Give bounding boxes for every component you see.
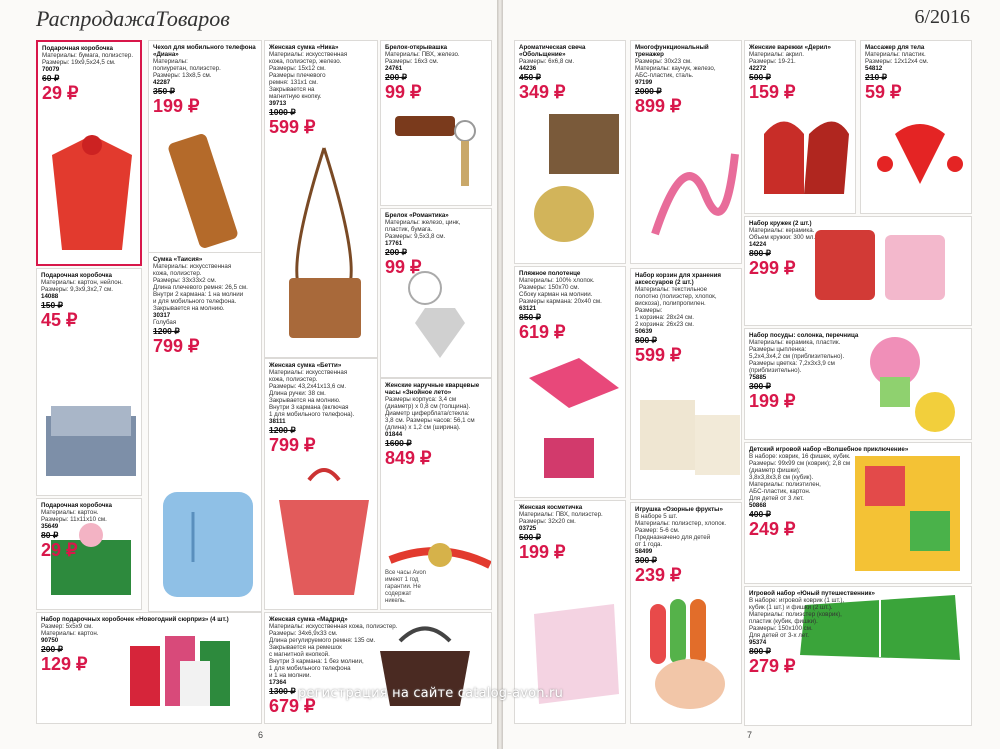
old-price: 210 ₽ (865, 72, 887, 82)
product-card[interactable] (744, 586, 972, 726)
old-price: 800 ₽ (749, 248, 771, 258)
product-sku: 17761 (385, 240, 403, 247)
product-sku: 44236 (519, 65, 537, 72)
bag-nika-image (269, 138, 378, 353)
product-card[interactable] (380, 378, 492, 610)
sale-price: 679 ₽ (269, 696, 316, 716)
product-spec-line: Материалы: пластик. (865, 51, 926, 58)
product-sku: 97199 (635, 79, 653, 86)
product-spec-line: Размеры плечевого (269, 72, 326, 79)
product-spec-line: Материалы: искусственная (153, 263, 232, 270)
product-spec-line: Материалы: ПВХ, полиэстер. (519, 511, 603, 518)
product-name: Сумка «Таисия» (153, 256, 203, 263)
sale-price: 199 ₽ (749, 391, 796, 411)
sale-price: 199 ₽ (153, 96, 200, 116)
product-spec-line: 3,8x3,8x3,8 см (кубик). (749, 474, 814, 481)
product-spec-line: Длина регулируемого ремня: 135 см. (269, 637, 376, 644)
sale-price: 45 ₽ (41, 310, 78, 330)
product-name: Подарочная коробочка (41, 272, 112, 279)
product-name: Массажер для тела (865, 44, 925, 51)
product-spec-line: Размеры: 16x3 см. (385, 58, 439, 65)
product-sku: 70079 (42, 66, 60, 73)
baskets-image (635, 360, 742, 495)
product-spec-line: 1 для мобильного телефона). (269, 411, 355, 418)
product-name: Набор корзин для хранения аксессуаров (2 шт.) (635, 272, 722, 286)
product-spec-line: кожа, полиэстер, железо. (269, 58, 342, 65)
candle-image (519, 104, 626, 259)
product-spec-line: Материалы: картон. (41, 509, 99, 516)
sale-price: 99 ₽ (385, 82, 422, 102)
product-card[interactable] (514, 40, 626, 264)
product-spec-line: Размеры: 6x6,8 см. (519, 58, 575, 65)
product-spec-line: АБС-пластик, картон. (749, 488, 811, 495)
product-card[interactable] (744, 328, 972, 440)
gift-box-silver-image (41, 396, 141, 491)
product-spec-line: Длина плечевого ремня: 26,5 см. (153, 284, 248, 291)
old-price: 350 ₽ (153, 86, 175, 96)
product-spec-line: и для мобильного телефона. (153, 298, 237, 305)
old-price: 200 ₽ (41, 644, 63, 654)
product-spec-line: (приблизительно). (749, 367, 802, 374)
sale-price: 249 ₽ (749, 519, 796, 539)
product-name: Набор посуды: солонка, перечница (749, 332, 859, 339)
product-card[interactable] (264, 40, 378, 358)
product-spec-line: Материалы: искусственная кожа, полиэстер. (269, 623, 398, 630)
product-spec-line: Размеры кармана: 20x40 см. (519, 298, 602, 305)
product-spec-line: ремня: 131x1 см. (269, 79, 318, 86)
product-spec-line: 2 корзина: 26x23 см. (635, 321, 694, 328)
product-spec-line: пластик, бумага. (385, 226, 433, 233)
product-spec-line: Размеры цветка: 7,2x3x3,9 см (749, 360, 835, 367)
sale-price: 199 ₽ (519, 542, 566, 562)
product-spec-line: Материалы: искусственная (269, 369, 348, 376)
product-spec-line: Длина ручки: 38 см. (269, 390, 326, 397)
product-name: Игровой набор «Юный путешественник» (749, 590, 875, 597)
product-card[interactable] (380, 40, 492, 206)
sale-price: 799 ₽ (269, 435, 316, 455)
product-spec-line: Размеры: (635, 307, 663, 314)
product-card[interactable] (744, 216, 972, 326)
old-price: 850 ₽ (519, 312, 541, 322)
product-name: Женская сумка «Ника» (269, 44, 339, 51)
product-spec-line: Размер: 5x5x9 см. (41, 623, 94, 630)
page-fold (497, 0, 503, 749)
product-spec-line: 5,2x4,3x4,2 см (приблизительно). (749, 353, 845, 360)
product-card[interactable] (744, 40, 856, 214)
product-sku: 03725 (519, 525, 537, 532)
product-spec-line: Материалы: ПВХ, железо. (385, 51, 460, 58)
old-price: 1200 ₽ (153, 326, 180, 336)
product-spec-line: Объем кружки: 300 мл. (749, 234, 816, 241)
sale-price: 599 ₽ (635, 345, 682, 365)
product-spec-line: Сбоку карман на молнии. (519, 291, 593, 298)
towel-image (519, 348, 626, 493)
sale-price: 619 ₽ (519, 322, 566, 342)
sale-price: 129 ₽ (41, 654, 88, 674)
sale-price: 299 ₽ (749, 258, 796, 278)
warranty-note: Все часы Avon имеют 1 год гарантии. Не содержат никель. (385, 570, 427, 604)
product-sku: 90750 (41, 637, 59, 644)
product-spec-line: Размеры: 19-21. (749, 58, 796, 65)
product-spec-line: Размеры: 99x99 см (коврик); 2,8 см (749, 460, 851, 467)
product-spec-line: Материалы: железо, цинк, (385, 219, 461, 226)
product-sku: 54812 (865, 65, 883, 72)
product-spec-line: Размеры: 43,2x41x13,6 см. (269, 383, 347, 390)
product-name: Женские наручные кварцевые часы «Знойное лето» (385, 382, 480, 396)
product-spec-line: 1 корзина: 28x24 см. (635, 314, 694, 321)
sale-price: 849 ₽ (385, 448, 432, 468)
gift-box-red-image (42, 115, 142, 260)
product-sku: 50639 (635, 328, 653, 335)
old-price: 500 ₽ (519, 532, 541, 542)
old-price: 1600 ₽ (385, 438, 412, 448)
product-spec-line: Материалы: искусственная (269, 51, 348, 58)
massager-image (865, 104, 972, 209)
product-name: Игрушка «Озорные фрукты» (635, 506, 723, 513)
product-spec-line: кубик (1 шт.) и фишки (2 шт.). (749, 604, 833, 611)
product-spec-line: Размеры: 15x12 см. (269, 65, 326, 72)
finger-toys-image (635, 594, 742, 719)
product-spec-line: Внутри 3 кармана (включая (269, 404, 349, 411)
product-spec-line: Размеры: 150x70 см. (519, 284, 580, 291)
sale-price: 799 ₽ (153, 336, 200, 356)
old-price: 60 ₽ (42, 73, 60, 83)
product-spec-line: полиуретан, полиэстер. (153, 65, 221, 72)
old-price: 1000 ₽ (269, 107, 296, 117)
product-sku: 24761 (385, 65, 403, 72)
product-spec-line: Размеры: 30x23 см. (635, 58, 692, 65)
product-spec-line: Для детей от 3 лет. (749, 495, 804, 502)
product-card[interactable] (36, 612, 262, 724)
product-spec-line: 3,8 см. Размеры часов: 56,1 см (385, 417, 475, 424)
product-card[interactable] (36, 40, 142, 266)
old-price: 200 ₽ (385, 72, 407, 82)
product-spec-line: Закрывается на ремешок (269, 644, 342, 651)
product-spec-line: Закрывается на молнию. (269, 397, 341, 404)
old-price: 2000 ₽ (635, 86, 662, 96)
bag-taisiya-image (153, 472, 262, 607)
product-spec-line: Материалы: бумага, полиэстер. (42, 52, 134, 59)
product-card[interactable] (630, 502, 742, 724)
old-price: 300 ₽ (635, 555, 657, 565)
product-spec-line: Внутри 2 кармана: 1 на молнии (153, 291, 244, 298)
product-card[interactable] (148, 252, 262, 612)
product-spec-line: Размеры: 9,3x9,3x2,7 см. (41, 286, 113, 293)
sale-price: 29 ₽ (42, 83, 79, 103)
product-card[interactable] (36, 498, 142, 610)
product-spec-line: пластик (кубик, фишки). (749, 618, 818, 625)
old-price: 400 ₽ (749, 509, 771, 519)
product-name: Женская косметичка (519, 504, 583, 511)
product-sku: 75885 (749, 374, 767, 381)
product-sku: 14224 (749, 241, 767, 248)
product-sku: 42287 (153, 79, 171, 86)
old-price: 150 ₽ (41, 300, 63, 310)
sale-price: 349 ₽ (519, 82, 566, 102)
old-price: 200 ₽ (385, 247, 407, 257)
product-name: Набор подарочных коробочек «Новогодний сюрприз» (4 шт.) (41, 616, 229, 623)
product-sku: 95374 (749, 639, 767, 646)
product-spec-line: АБС-пластик, сталь. (635, 72, 694, 79)
product-sku: 50868 (749, 502, 767, 509)
product-spec-line: Размеры: 13x8,5 см. (153, 72, 212, 79)
sale-price: 599 ₽ (269, 117, 316, 137)
product-card[interactable] (630, 40, 742, 264)
product-name: Женская сумка «Мадрид» (269, 616, 348, 623)
old-price: 300 ₽ (749, 381, 771, 391)
product-spec-line: Размеры: 12x12x4 см. (865, 58, 929, 65)
product-spec-line: Материалы: полиэтилен, (749, 481, 821, 488)
product-color-note: Голубая (153, 319, 177, 326)
product-spec-line: и 1 на молнии. (269, 672, 312, 679)
product-spec-line: кожа, полиэстер. (153, 270, 202, 277)
product-card[interactable] (630, 268, 742, 500)
product-name: Чехол для мобильного телефона «Диана» (153, 44, 256, 58)
sale-price: 279 ₽ (749, 656, 796, 676)
product-spec-line: Материалы: полиэстер (коврик), (749, 611, 842, 618)
product-spec-line: Материалы: керамика, пластик. (749, 339, 841, 346)
trainer-image (635, 124, 742, 259)
product-spec-line: Диаметр циферблата/стекла: (385, 410, 470, 417)
product-card[interactable] (860, 40, 972, 214)
product-spec-line: Размеры: 34x6,9x33 см. (269, 630, 338, 637)
product-name: Многофункциональный тренажер (635, 44, 709, 58)
product-spec-line: вискоза), полипропилен. (635, 300, 706, 307)
sale-price: 239 ₽ (635, 565, 682, 585)
product-spec-line: Материалы: картон. (41, 630, 99, 637)
product-sku: 17364 (269, 679, 287, 686)
product-name: Детский игровой набор «Волшебное приключение» (749, 446, 909, 453)
phone-case-image (153, 116, 262, 261)
product-sku: 01844 (385, 431, 403, 438)
product-sku: 38111 (269, 418, 286, 425)
sale-price: 59 ₽ (865, 82, 902, 102)
mittens-image (749, 104, 856, 209)
product-spec-line: Материалы: керамика. (749, 227, 815, 234)
product-spec-line: Материалы: акрил. (749, 51, 804, 58)
product-spec-line: Размеры цыпленка: (749, 346, 807, 353)
product-sku: 35649 (41, 523, 59, 530)
bag-betti-image (269, 460, 378, 605)
product-spec-line: Закрывается на (269, 86, 315, 93)
product-name: Женские варежки «Дерил» (749, 44, 831, 51)
product-name: Пляжное полотенце (519, 270, 581, 277)
product-card[interactable] (264, 358, 378, 610)
product-spec-line: от 1 года. (635, 541, 663, 548)
sale-price: 29 ₽ (41, 540, 78, 560)
product-card[interactable] (36, 268, 142, 496)
product-spec-line: Материалы: каучук, железо, (635, 65, 716, 72)
sale-price: 159 ₽ (749, 82, 796, 102)
product-spec-line: магнитную кнопку. (269, 93, 322, 100)
page-number-right: 7 (747, 730, 753, 740)
product-card[interactable] (514, 266, 626, 498)
product-spec-line: Размеры корпуса: 3,4 см (385, 396, 457, 403)
product-spec-line: Материалы: (153, 58, 188, 65)
product-spec-line: Размер: 5-6 см. (635, 527, 680, 534)
product-sku: 30317 (153, 312, 171, 319)
product-spec-line: Размеры: 19x9,5x24,5 см. (42, 59, 116, 66)
product-spec-line: 1 для мобильного телефона (269, 665, 351, 672)
product-spec-line: Размеры: 33x33x2 см. (153, 277, 217, 284)
old-price: 450 ₽ (519, 72, 541, 82)
product-name: Ароматическая свеча «Обольщение» (519, 44, 586, 58)
old-price: 1300 ₽ (269, 686, 296, 696)
product-spec-line: Материалы: текстильное (635, 286, 708, 293)
catalog-title: РаспродажаТоваров (36, 6, 230, 31)
product-name: Женская сумка «Бетти» (269, 362, 342, 369)
product-card[interactable] (744, 442, 972, 584)
page-number-left: 6 (258, 730, 264, 740)
product-spec-line: кожа, полиэстер. (269, 376, 318, 383)
product-spec-line: (диаметр фишки); (749, 467, 801, 474)
product-card[interactable] (148, 40, 262, 266)
product-spec-line: Размеры: 11x11x10 см. (41, 516, 107, 523)
product-sku: 58499 (635, 548, 653, 555)
product-name: Набор кружек (2 шт.) (749, 220, 812, 227)
product-spec-line: Предназначено для детей (635, 534, 711, 541)
sale-price: 899 ₽ (635, 96, 682, 116)
product-card[interactable] (264, 612, 492, 724)
product-spec-line: Размеры: 150x100 см. (749, 625, 813, 632)
product-card[interactable] (380, 208, 492, 378)
keychain-opener-image (385, 106, 492, 201)
product-spec-line: (диаметр) x 0,8 см (толщина). (385, 403, 471, 410)
product-sku: 63121 (519, 305, 537, 312)
product-spec-line: Размеры: 32x20 см. (519, 518, 576, 525)
product-name: Брелок «Романтика» (385, 212, 449, 219)
product-spec-line: Внутри 3 кармана: 1 без молнии, (269, 658, 364, 665)
old-price: 80 ₽ (41, 530, 59, 540)
product-name: Подарочная коробочка (42, 45, 113, 52)
site-watermark: регистрация на сайте catalog-avon.ru (298, 686, 564, 701)
product-spec-line: Закрывается на молнию. (153, 305, 225, 312)
product-spec-line: с магнитной кнопкой. (269, 651, 330, 658)
product-spec-line: В наборе 5 шт. (635, 513, 678, 520)
product-spec-line: Материалы: 100% хлопок. (519, 277, 595, 284)
old-price: 500 ₽ (749, 72, 771, 82)
product-spec-line: Для детей от 3-х лет. (749, 632, 809, 639)
product-sku: 14088 (41, 293, 59, 300)
issue-number: 6/2016 (914, 6, 970, 28)
product-sku: 39713 (269, 100, 287, 107)
product-spec-line: Размеры: 9,5x3,8 см. (385, 233, 446, 240)
product-name: Подарочная коробочка (41, 502, 112, 509)
product-spec-line: полотно (полиэстер, хлопок, (635, 293, 717, 300)
product-spec-line: В наборе: коврик, 16 фишек, кубик. (749, 453, 851, 460)
product-spec-line: Материалы: картон, нейлон. (41, 279, 123, 286)
old-price: 1200 ₽ (269, 425, 296, 435)
sale-price: 99 ₽ (385, 257, 422, 277)
product-sku: 42272 (749, 65, 767, 72)
product-spec-line: (длина) x 1,2 см (ширина). (385, 424, 461, 431)
product-spec-line: Материалы: полиэстер, хлопок. (635, 520, 727, 527)
product-spec-line: В наборе: игровой коврик (1 шт.), (749, 597, 845, 604)
old-price: 800 ₽ (749, 646, 771, 656)
old-price: 800 ₽ (635, 335, 657, 345)
product-name: Брелок-открывашка (385, 44, 448, 51)
